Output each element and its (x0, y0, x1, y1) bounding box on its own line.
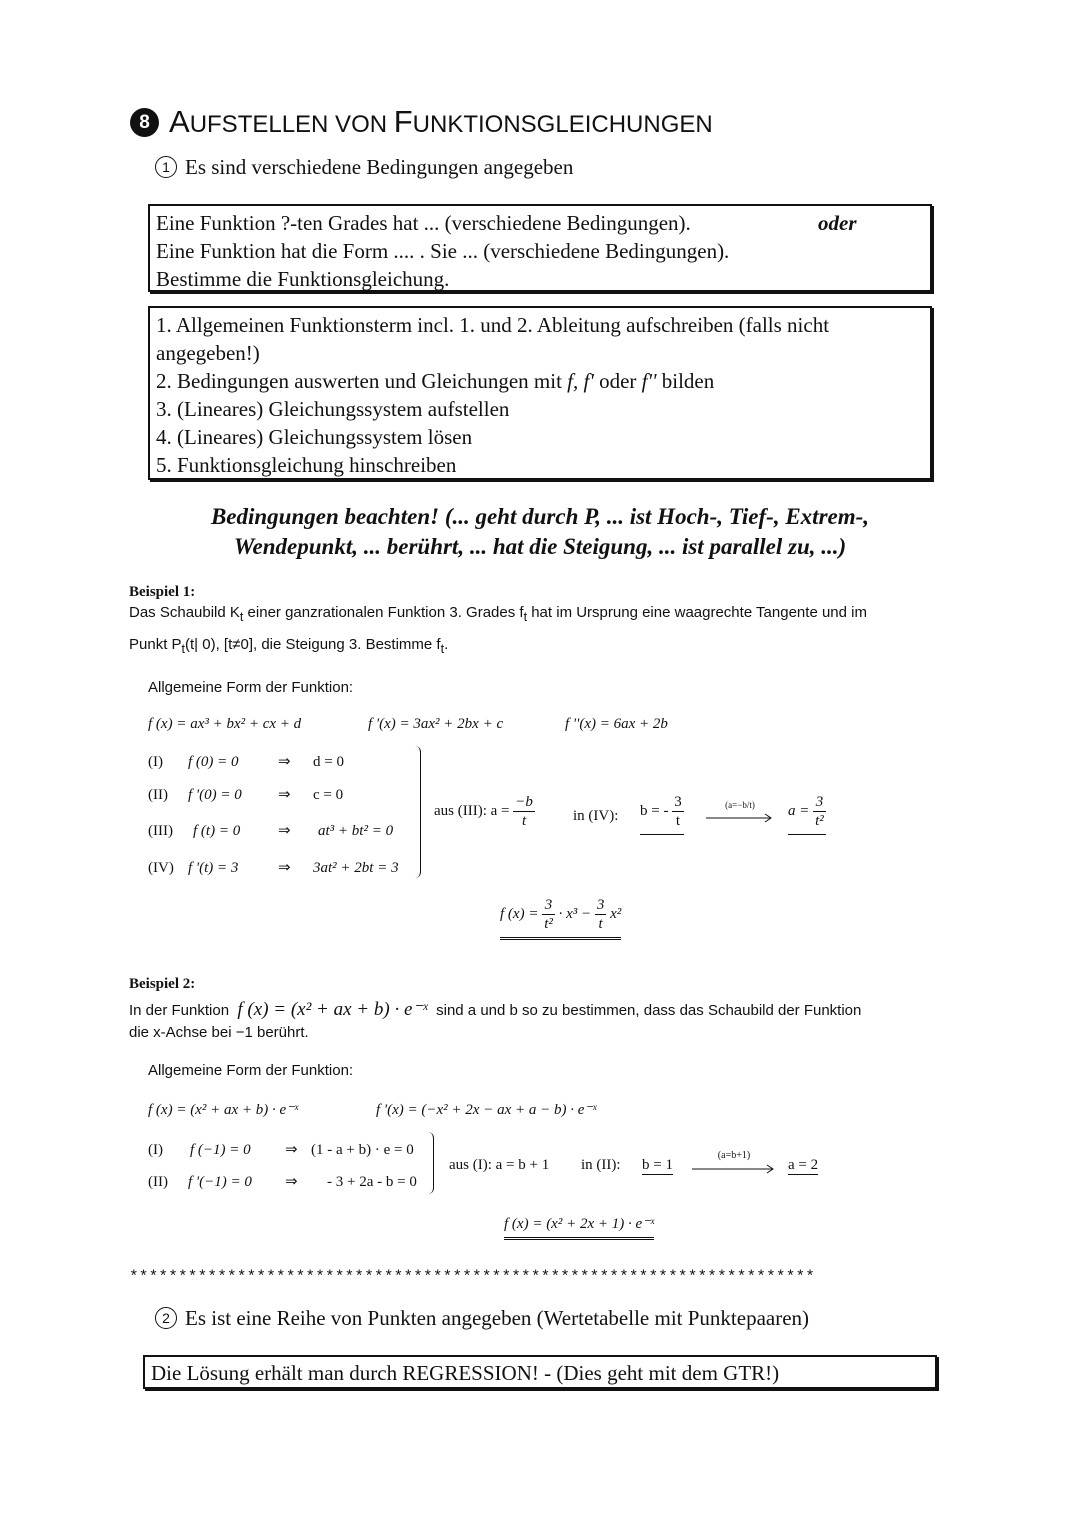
ex1-row3-arrow: ⇒ (278, 823, 291, 839)
step-2 (156, 367, 924, 395)
ex1-res-den2: t (598, 916, 603, 932)
ex2-b-result: b = 1 (642, 1157, 673, 1173)
step-2-f: f, f' (567, 369, 594, 393)
separator-stars: ********************************************************************** (129, 1268, 816, 1286)
ex2-f: f (x) = (x² + ax + b) · e⁻ˣ (148, 1102, 299, 1118)
ex1-aus-expression (434, 793, 535, 830)
ex1-a-eq: a = (788, 802, 810, 819)
ex2-row1-label: (I) (148, 1142, 163, 1158)
ex1-b-den: t (675, 813, 681, 829)
example2-heading: Beispiel 2: (129, 976, 196, 992)
section-heading (130, 104, 713, 140)
ex1-res-den1: t² (544, 916, 553, 932)
ex2-row2-eq: - 3 + 2a - b = 0 (327, 1174, 417, 1190)
ex1-in-label: in (IV): (573, 808, 619, 824)
ex2-row2-label: (II) (148, 1174, 168, 1190)
ex1-sub-t4: t (440, 642, 445, 656)
ex2-aus-expression: aus (I): a = b + 1 (449, 1157, 550, 1173)
part2-text: Es ist eine Reihe von Punkten angegeben (Wertetabelle mit Punktepaaren) (185, 1306, 810, 1330)
heading-rest-1: UFSTELLEN VON (189, 111, 394, 138)
conditions-note (130, 502, 950, 562)
ex1-aus-den: t (521, 813, 527, 829)
task-type-box (148, 204, 932, 292)
ex1-sub-t3: t (181, 642, 186, 656)
task-line-1: Eine Funktion ?-ten Grades hat ... (verschiedene Bedingungen). (156, 211, 691, 235)
ex2-text3: die x-Achse bei −1 berührt. (129, 1024, 309, 1041)
step-1b: angegeben!) (156, 341, 260, 365)
step-2-post: bilden (656, 369, 715, 393)
ex1-a-den: t² (815, 813, 824, 829)
ex2-row2-arrow: ⇒ (285, 1174, 298, 1190)
step-2-f2: f'' (641, 369, 657, 393)
ex1-row4-arrow: ⇒ (278, 860, 291, 876)
ex1-f: f (x) = ax³ + bx² + cx + d (148, 716, 302, 732)
ex1-res-num2: 3 (596, 897, 605, 913)
part2-subheading (155, 1306, 809, 1331)
ex1-row-1 (148, 752, 344, 771)
ex1-a-frac (813, 793, 826, 830)
ex1-sub-t1: t (239, 610, 244, 624)
example1-text (129, 599, 944, 663)
ex1-row2-label: (II) (148, 787, 168, 803)
ex2-row2-cond: f '(−1) = 0 (188, 1174, 252, 1190)
ex1-res-pre: f (x) = (500, 905, 539, 922)
step-1a: 1. Allgemeinen Funktionsterm incl. 1. und 2. Ableitung aufschreiben (falls nicht (156, 313, 830, 337)
ex2-row1-cond: f (−1) = 0 (190, 1142, 251, 1158)
step-2-mid: oder (593, 369, 642, 393)
part1-text: Es sind verschiedene Bedingungen angegeben (185, 155, 574, 179)
regression-box (143, 1355, 937, 1389)
ex2-f1: f '(x) = (−x² + 2x − ax + a − b) · e⁻ˣ (376, 1102, 597, 1118)
ex1-aus-label: aus (III): a = (434, 802, 510, 819)
ex2-text1: In der Funktion (129, 1002, 230, 1019)
task-line-3: Bestimme die Funktionsgleichung. (156, 267, 450, 291)
section-number-badge: 8 (130, 108, 159, 137)
ex1-text2: einer ganzrationalen Funktion 3. Grades f (243, 604, 524, 621)
ex1-row2-eq: c = 0 (313, 787, 344, 803)
ex1-row2-arrow: ⇒ (278, 787, 291, 803)
ex1-row3-cond: f (t) = 0 (193, 823, 241, 839)
part2-marker: 2 (155, 1307, 177, 1329)
ex2-func: f (x) = (x² + ax + b) · e⁻ˣ (237, 999, 428, 1020)
ex1-text6: . (444, 636, 449, 653)
ex1-b-num: 3 (674, 794, 682, 810)
ex2-final-function: f (x) = (x² + 2x + 1) · e⁻ˣ (504, 1214, 654, 1240)
ex1-f1: f '(x) = 3ax² + 2bx + c (368, 716, 504, 732)
ex1-res-frac1 (542, 896, 555, 933)
ex1-row4-eq: 3at² + 2bt = 3 (313, 860, 399, 876)
ex2-text2: sind a und b so zu bestimmen, dass das Schaubild der Funktion (436, 1002, 862, 1019)
ex1-res-mid: · x³ − (558, 905, 592, 922)
ex1-b-result (640, 793, 684, 835)
task-line-2: Eine Funktion hat die Form .... . Sie ... (verschiedene Bedingungen). (156, 239, 730, 263)
ex1-row2-cond: f '(0) = 0 (188, 787, 242, 803)
ex2-row-2 (148, 1172, 417, 1191)
part1-subheading (155, 155, 573, 180)
ex1-row-4 (148, 858, 399, 877)
ex1-row1-arrow: ⇒ (278, 754, 291, 770)
example2-general-label: Allgemeine Form der Funktion: (148, 1062, 354, 1079)
note-line-2: Wendepunkt, ... berührt, ... hat die Steigung, ... ist parallel zu, ...) (233, 534, 847, 559)
ex1-substitution-arrow (706, 800, 774, 828)
ex1-a-num: 3 (813, 793, 826, 812)
ex1-row1-eq: d = 0 (313, 754, 344, 770)
heading-cap-f: F (393, 104, 413, 139)
ex1-row1-cond: f (0) = 0 (188, 754, 239, 770)
step-4: 4. (Lineares) Gleichungssystem lösen (156, 425, 473, 449)
ex1-text3: hat im Ursprung eine waagrechte Tangente und im (527, 604, 867, 621)
ex1-text4: Punkt P (129, 636, 182, 653)
ex1-final-function (500, 896, 621, 940)
ex1-b-frac (672, 793, 684, 830)
ex1-row3-label: (III) (148, 823, 173, 839)
ex2-arrow-label: (a=b+1) (717, 1150, 751, 1161)
ex2-arrow-icon (692, 1164, 776, 1174)
ex2-row1-arrow: ⇒ (285, 1142, 298, 1158)
ex1-f2: f ''(x) = 6ax + 2b (565, 716, 668, 732)
ex1-res-frac2 (595, 896, 607, 933)
note-line-1: Bedingungen beachten! (... geht durch P, ... ist Hoch-, Tief-, Extrem-, (210, 504, 870, 529)
ex1-aus-frac (513, 793, 535, 830)
heading-rest-2: UNKTIONSGLEICHUNGEN (412, 111, 713, 138)
ex2-row1-eq: (1 - a + b) · e = 0 (311, 1142, 414, 1158)
ex2-in-label: in (II): (581, 1157, 621, 1173)
ex1-arrow-label: (a=−b/t) (725, 800, 755, 810)
ex1-text5: (t| 0), [t≠0], die Steigung 3. Bestimme f (185, 636, 441, 653)
heading-cap-a: A (169, 104, 190, 139)
ex1-sub-t2: t (523, 610, 528, 624)
ex1-row3-eq: at³ + bt² = 0 (318, 823, 394, 839)
part1-marker: 1 (155, 156, 177, 178)
ex2-a-result: a = 2 (788, 1157, 819, 1173)
example2-text (129, 996, 949, 1047)
ex1-row1-label: (I) (148, 754, 163, 770)
example1-heading: Beispiel 1: (129, 584, 196, 600)
ex1-row-2 (148, 785, 343, 804)
ex1-row4-cond: f '(t) = 3 (188, 860, 239, 876)
steps-box (148, 306, 932, 480)
example1-general-label: Allgemeine Form der Funktion: (148, 679, 354, 696)
step-2-pre: 2. Bedingungen auswerten und Gleichungen mit (156, 369, 568, 393)
ex1-a-result (788, 793, 826, 835)
ex1-res-end: x² (610, 905, 622, 922)
step-5: 5. Funktionsgleichung hinschreiben (156, 453, 457, 477)
ex1-b-eq: b = - (640, 802, 669, 819)
ex1-aus-num: −b (515, 794, 533, 810)
regression-text: Die Lösung erhält man durch REGRESSION! - (Dies geht mit dem GTR!) (151, 1361, 780, 1385)
ex1-text1: Das Schaubild K (129, 604, 240, 621)
ex1-row-3 (148, 821, 393, 840)
ex1-res-num1: 3 (542, 896, 555, 915)
ex2-row-1 (148, 1140, 414, 1159)
step-3: 3. (Lineares) Gleichungssystem aufstellen (156, 397, 510, 421)
ex2-substitution-arrow (692, 1150, 776, 1179)
oder-label: oder (818, 211, 857, 235)
ex1-row4-label: (IV) (148, 860, 174, 876)
ex1-arrow-icon (706, 813, 774, 823)
